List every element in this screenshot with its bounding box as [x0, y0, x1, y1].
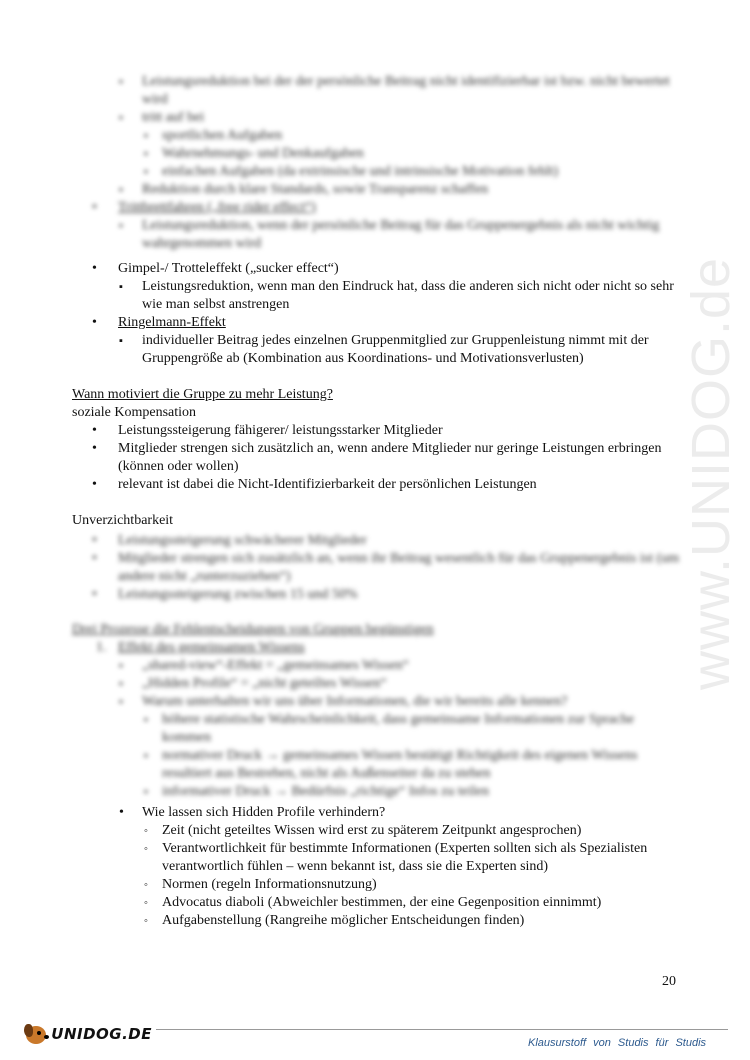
list-item: ▪ höhere statistische Wahrscheinlichkeit, dass gemeinsame Informationen zur Sprache kommen — [144, 712, 635, 745]
list-item: • Leistungssteigerung fähigerer/ leistungsstarker Mitglieder — [92, 423, 443, 438]
footer-tagline: Klausurstoff von Studis für Studis — [528, 1037, 707, 1049]
list-item: ◦ Zeit (nicht geteiltes Wissen wird erst zu späterem Zeitpunkt angesprochen) — [144, 823, 582, 838]
footer-divider — [156, 1029, 728, 1030]
unidog-logo — [22, 1020, 152, 1048]
section-heading: Unverzichtbarkeit — [72, 513, 174, 528]
list-item: • Gimpel-/ Trotteleffekt („sucker effect“) — [92, 261, 339, 276]
list-item: • Mitglieder strengen sich zusätzlich an, wenn andere Mitglieder nur geringe Leistungen erbringen (können oder wollen) — [92, 441, 662, 474]
motivation-block — [72, 386, 682, 494]
page-number: 20 — [662, 974, 676, 989]
list-item: 1. Effekt des gemeinsamen Wissens — [96, 640, 305, 655]
list-item: ▪ normativer Druck → gemeinsames Wissen bestätigt Richtigkeit des eigenen Wissens resultiert aus Bestreben, nicht als Außenseiter da zu stehen — [144, 748, 638, 781]
list-item: ▪ Leistungsreduktion, wenn man den Eindruck hat, dass die anderen sich nicht oder nicht so sehr wie man selbst anstrengen — [119, 279, 674, 312]
list-item: ◦ Verantwortlichkeit für bestimmte Informationen (Experten sollten sich als Spezialisten verantwortlich fühlen – wenn bekannt ist, dass sie die Experten sind) — [144, 841, 648, 874]
list-item: ▪ „shared-view“-Effekt = „gemeinsames Wissen“ — [119, 658, 409, 673]
watermark: www.UNIDOG.de — [681, 256, 741, 690]
list-item: ▪ „Hidden Profile“ = „nicht geteiltes Wissen“ — [119, 676, 387, 691]
list-item: • Wie lassen sich Hidden Profile verhindern? — [119, 805, 386, 820]
list-item: ▪ Reduktion durch klare Standards, sowie Transparenz schaffen — [119, 182, 489, 197]
section-subheading: soziale Kompensation — [72, 405, 197, 420]
list-item: ▪ individueller Beitrag jedes einzelnen Gruppenmitglied zur Gruppenleistung nimmt mit der Gruppengröße ab (Kombination aus Koordinations- und Motivationsverlusten) — [119, 333, 649, 366]
section-heading: Wann motiviert die Gruppe zu mehr Leistung? — [72, 387, 333, 402]
blurred-processes-block — [72, 621, 682, 801]
list-item: ▪ einfachen Aufgaben (da extrinsische und intrinsische Motivation fehlt) — [144, 164, 559, 179]
ringelmann-title: Ringelmann-Effekt — [118, 315, 226, 330]
unverzichtbarkeit-block — [72, 512, 682, 604]
list-item: ▪ sportlichen Aufgaben — [144, 128, 283, 143]
gimpel-title: Gimpel-/ Trotteleffekt („sucker effect“) — [118, 261, 339, 276]
list-item: • Leistungssteigerung zwischen 15 und 50% — [92, 587, 358, 602]
logo-text: UNIDOG.DE — [51, 1025, 152, 1043]
list-item: ▪ tritt auf bei — [119, 110, 205, 125]
list-item: • relevant ist dabei die Nicht-Identifizierbarkeit der persönlichen Leistungen — [92, 477, 537, 492]
dog-icon — [22, 1020, 48, 1048]
list-item: • Trittbrettfahren („free rider effect“) — [92, 200, 316, 215]
list-item: ▪ Wahrnehmungs- und Denkaufgaben — [144, 146, 364, 161]
list-item: ▪ Warum unterhalten wir uns über Informationen, die wir bereits alle kennen? — [119, 694, 568, 709]
hidden-profile-title: Wie lassen sich Hidden Profile verhindern? — [142, 805, 386, 820]
list-item: ◦ Aufgabenstellung (Rangreihe möglicher Entscheidungen finden) — [144, 913, 525, 928]
list-item: • Ringelmann-Effekt — [92, 315, 226, 330]
list-item: ◦ Advocatus diaboli (Abweichler bestimmen, der eine Gegenposition einnimmt) — [144, 895, 602, 910]
list-item: • Leistungssteigerung schwächerer Mitglieder — [92, 533, 367, 548]
blurred-top-block — [72, 73, 682, 253]
list-item: ◦ Normen (regeln Informationsnutzung) — [144, 877, 377, 892]
list-item: ▪ Leistungsreduktion bei der der persönliche Beitrag nicht identifizierbar ist bzw. nicht bewertet wird — [119, 74, 670, 107]
effects-block — [72, 260, 682, 368]
list-item: • Mitglieder strengen sich zusätzlich an, wenn ihr Beitrag wesentlich für das Gruppenergebnis ist (um andere nicht „runterzuziehen“) — [92, 551, 680, 584]
list-item: ▪ Leistungsreduktion, wenn der persönliche Beitrag für das Gruppenergebnis als nicht wichtig wahrgenommen wird — [119, 218, 660, 251]
section-heading: Drei Prozesse die Fehlentscheidungen von Gruppen begünstigen — [72, 622, 434, 637]
hidden-profile-block — [72, 804, 682, 930]
list-item: ▪ informativer Druck → Bedürfnis „richtige“ Infos zu teilen — [144, 784, 489, 799]
